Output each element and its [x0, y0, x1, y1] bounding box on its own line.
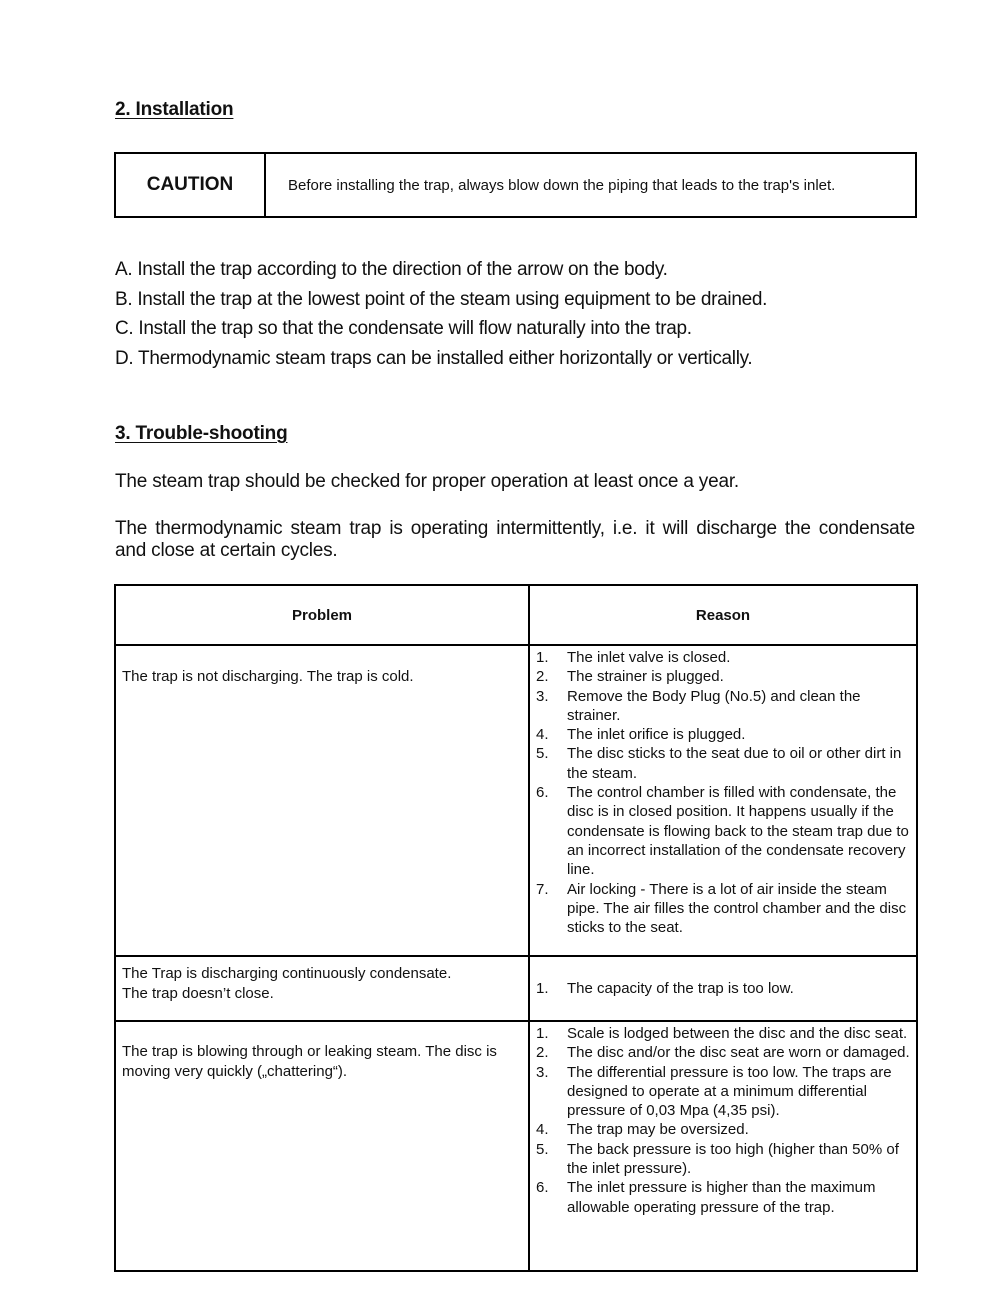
installation-step: C. Install the trap so that the condensate will flow naturally into the trap.	[115, 318, 692, 339]
column-header-problem: Problem	[115, 585, 529, 645]
problem-line: The Trap is discharging continuously condensate.	[122, 965, 452, 982]
reason-item: 1. Scale is lodged between the disc and the disc seat.	[536, 1025, 908, 1042]
problem-line: The trap doesn’t close.	[122, 985, 274, 1002]
table-row	[115, 1021, 917, 1271]
installation-step: A. Install the trap according to the direction of the arrow on the body.	[115, 259, 668, 280]
reason-item: 5. The back pressure is too high (higher than 50% of the inlet pressure).	[536, 1140, 899, 1178]
reason-list	[536, 1024, 912, 1217]
troubleshooting-table	[114, 584, 918, 1272]
table-row	[115, 956, 917, 1021]
installation-steps	[115, 255, 767, 373]
reason-cell	[529, 956, 917, 1021]
reason-item: 4. The inlet orifice is plugged.	[536, 726, 746, 744]
reason-item: 3. Remove the Body Plug (No.5) and clean the strainer.	[536, 687, 861, 724]
troubleshooting-heading: 3. Trouble-shooting	[115, 423, 288, 444]
column-header-reason: Reason	[529, 585, 917, 645]
reason-item: 3. The differential pressure is too low. The traps are designed to operate at a minimum differential pressure of 0,03 Mpa (4,35 psi).	[536, 1063, 892, 1120]
problem-cell	[115, 956, 529, 1021]
check-frequency-paragraph: The steam trap should be checked for proper operation at least once a year.	[115, 471, 739, 492]
reason-item: 5. The disc sticks to the seat due to oil or other dirt in the steam.	[536, 745, 902, 782]
installation-heading: 2. Installation	[115, 99, 234, 120]
reason-item: 6. The inlet pressure is higher than the maximum allowable operating pressure of the trap.	[536, 1179, 876, 1216]
reason-item: 7. Air locking - There is a lot of air inside the steam pipe. The air filles the control chamber and the disc sticks to the seat.	[536, 880, 907, 937]
table-header-row	[115, 585, 917, 645]
caution-label: CAUTION	[116, 154, 266, 216]
reason-cell	[529, 1021, 917, 1271]
reason-list	[536, 979, 912, 998]
reason-item: 1. The capacity of the trap is too low.	[536, 979, 794, 997]
reason-item: 6. The control chamber is filled with condensate, the disc is in closed position. It happens usually if the condensate is flowing back to the steam trap due to an incorrect installation of the condensate recovery line.	[536, 784, 909, 879]
table-row	[115, 645, 917, 956]
reason-item: 2. The strainer is plugged.	[536, 668, 724, 686]
reason-list	[536, 648, 912, 937]
installation-step: D. Thermodynamic steam traps can be installed either horizontally or vertically.	[115, 347, 753, 369]
reason-cell	[529, 645, 917, 956]
problem-cell: The trap is not discharging. The trap is cold.	[115, 645, 529, 956]
reason-item: 1. The inlet valve is closed.	[536, 649, 731, 666]
caution-text: Before installing the trap, always blow down the piping that leads to the trap's inlet.	[288, 176, 836, 194]
caution-box	[114, 152, 917, 218]
reason-item: 4. The trap may be oversized.	[536, 1121, 749, 1139]
problem-cell: The trap is blowing through or leaking steam. The disc is moving very quickly („chattering“).	[115, 1021, 529, 1271]
operation-paragraph: The thermodynamic steam trap is operating intermittently, i.e. it will discharge the condensate and close at certain cycles.	[115, 518, 915, 561]
installation-step: B. Install the trap at the lowest point of the steam using equipment to be drained.	[115, 288, 768, 310]
reason-item: 2. The disc and/or the disc seat are worn or damaged.	[536, 1044, 910, 1062]
